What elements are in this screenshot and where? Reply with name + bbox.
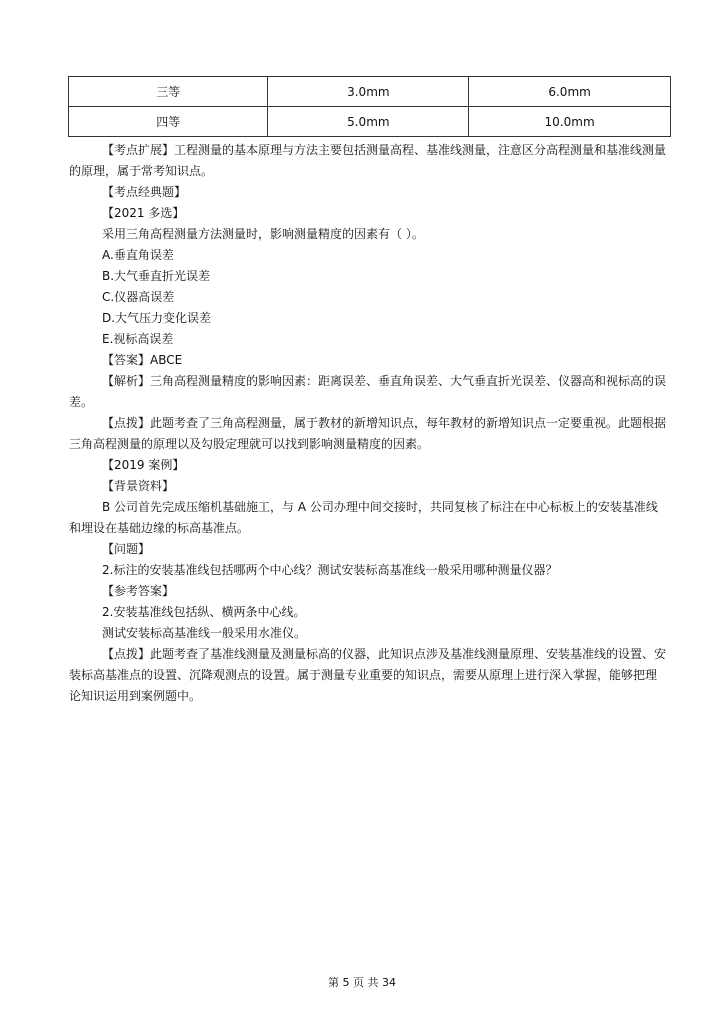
table-cell: 6.0mm	[469, 77, 671, 107]
table-cell: 三等	[69, 77, 268, 107]
paragraph-question-2: 2.标注的安装基准线包括哪两个中心线？测试安装标高基准线一般采用哪种测量仪器？	[102, 563, 558, 577]
paragraph-tip-1: 【点拨】此题考查了三角高程测量，属于教材的新增知识点，每年教材的新增知识点一定要重视。此题根据三角高程测量的原理以及勾股定理就可以找到影响测量精度的因素。	[69, 416, 667, 451]
paragraph-question-heading: 【问题】	[102, 542, 151, 556]
page-number-footer: 第 5 页 共 34	[328, 976, 396, 989]
table-cell: 四等	[69, 107, 268, 137]
paragraph-background: B 公司首先完成压缩机基础施工，与 A 公司办理中间交接时，共同复核了标注在中心标板上的安装基准线和埋设在基础边缘的标高基准点。	[69, 500, 658, 535]
paragraph-answer-2b: 测试安装标高基准线一般采用水准仪。	[102, 626, 307, 640]
paragraph-answer: 【答案】ABCE	[102, 353, 183, 367]
option-b: B.大气垂直折光误差	[102, 269, 211, 283]
paragraph-answer-2: 2.安装基准线包括纵、横两条中心线。	[102, 605, 306, 619]
table-cell: 10.0mm	[469, 107, 671, 137]
table-cell: 3.0mm	[268, 77, 469, 107]
table-row	[69, 77, 671, 107]
option-e: E.视标高误差	[102, 332, 174, 346]
paragraph-analysis: 【解析】三角高程测量精度的影响因素：距离误差、垂直角误差、大气垂直折光误差、仪器高和视标高的误差。	[69, 374, 667, 409]
table-row	[69, 107, 671, 137]
paragraph-key-point-extension: 【考点扩展】工程测量的基本原理与方法主要包括测量高程、基准线测量，注意区分高程测量和基准线测量的原理，属于常考知识点。	[69, 143, 667, 178]
precision-table	[68, 76, 671, 137]
body-text	[69, 140, 668, 707]
paragraph-2021-heading: 【2021 多选】	[102, 206, 185, 220]
option-a: A.垂直角误差	[102, 248, 174, 262]
option-d: D.大气压力变化误差	[102, 311, 212, 325]
option-c: C.仪器高误差	[102, 290, 175, 304]
paragraph-tip-2: 【点拨】此题考查了基准线测量及测量标高的仪器，此知识点涉及基准线测量原理、安装基准线的设置、安装标高基准点的设置、沉降观测点的设置。属于测量专业重要的知识点，需要从原理上进行深入掌握，能够把理论知识运用到案例题中。	[69, 647, 667, 703]
paragraph-background-heading: 【背景资料】	[102, 479, 175, 493]
paragraph-reference-answer-heading: 【参考答案】	[102, 584, 175, 598]
paragraph-2019-heading: 【2019 案例】	[102, 458, 185, 472]
table-cell: 5.0mm	[268, 107, 469, 137]
paragraph-question: 采用三角高程测量方法测量时，影响测量精度的因素有（ ）。	[102, 227, 424, 241]
paragraph-classic-question-heading: 【考点经典题】	[102, 185, 187, 199]
